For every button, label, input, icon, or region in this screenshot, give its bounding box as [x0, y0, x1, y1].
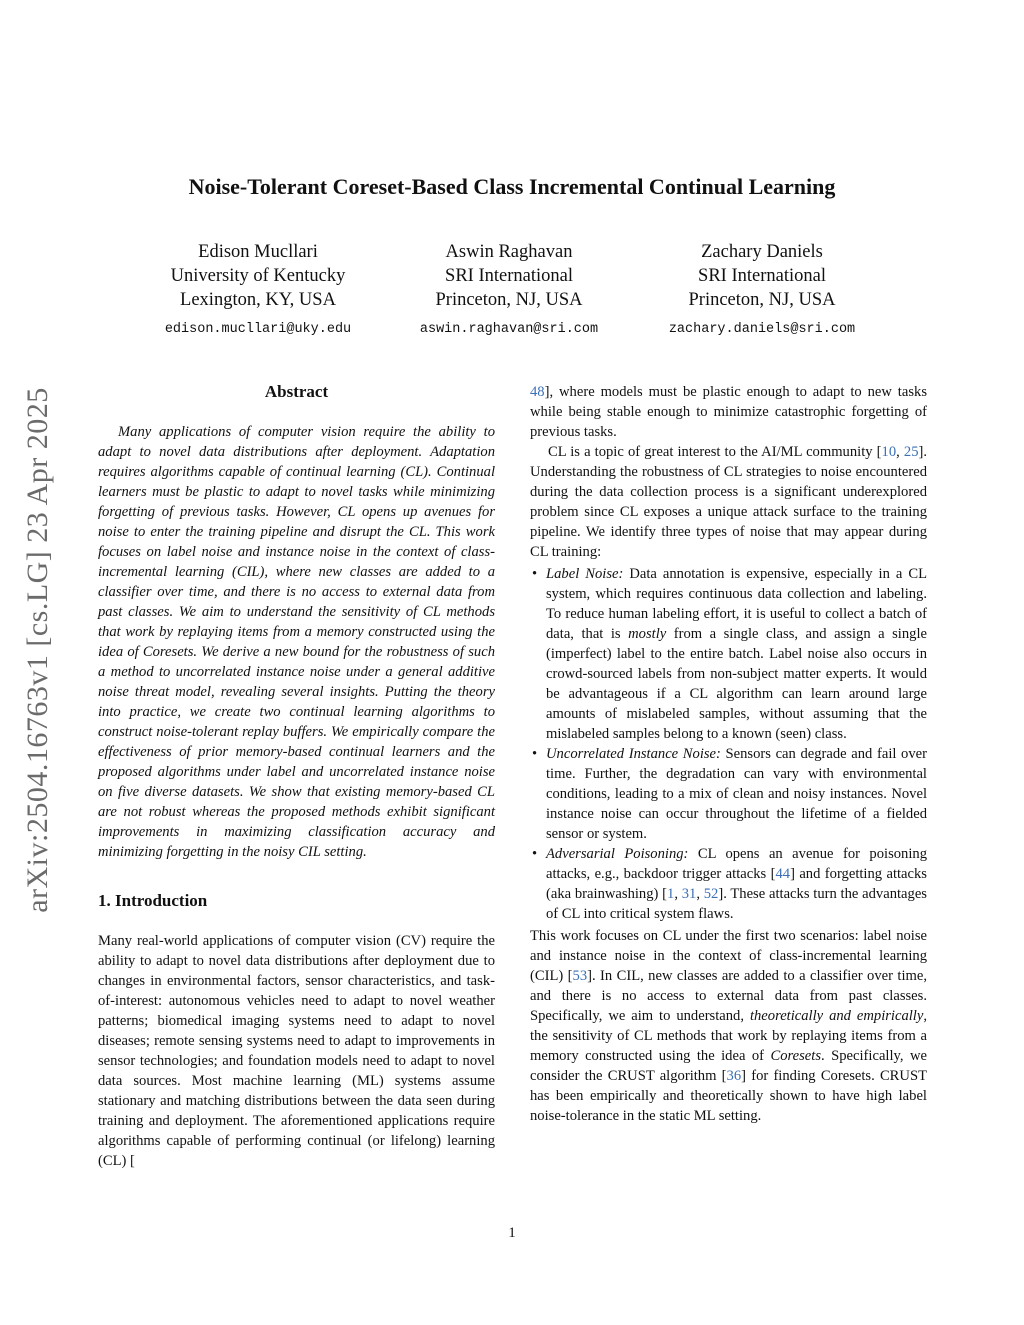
citation-link[interactable]: 25 [903, 444, 919, 460]
intro-paragraph-1-continued: 48], where models must be plastic enough to adapt to new tasks while being stable enough to minimize catastrophic forgetting of previous tasks. [530, 384, 927, 440]
page-number: 1 [508, 1225, 516, 1241]
paper-title: Noise-Tolerant Coreset-Based Class Incremental Continual Learning [188, 174, 836, 199]
author-location: Princeton, NJ, USA [435, 290, 583, 310]
author-location: Princeton, NJ, USA [688, 290, 836, 310]
author-block [128, 240, 388, 342]
left-column [98, 382, 495, 1171]
intro-paragraph-2: CL is a topic of great interest to the AI/ML community [10, 25]. Understanding the robustness of CL strategies to noise encountered during the data collection process is a significant underexplored problem since CL exposes a unique attack surface to the training pipeline. We identify three types of noise that may appear during CL training: [530, 444, 927, 560]
citation-link[interactable]: 53 [572, 968, 588, 984]
citation-link[interactable]: 31 [681, 886, 697, 902]
author-name: Aswin Raghavan [445, 242, 573, 262]
author-block [632, 240, 892, 342]
author-name: Edison Mucllari [198, 242, 318, 262]
author-email: aswin.raghavan@sri.com [419, 322, 599, 337]
author-affiliation: SRI International [445, 266, 573, 286]
intro-paragraph-3: This work focuses on CL under the first two scenarios: label noise and instance noise in the context of class-incremental learning (CIL) [53]. In CIL, new classes are added to a classifier over time, and there is no access to external data from past classes. Specifically, we aim to understand, theoretically and empirically, the sensitivity of CL methods that work by replaying items from a memory constructed using the idea of Coresets. Specifically, we consider the CRUST algorithm [36] for finding Coresets. CRUST has been empirically and theoretically shown to have high label noise-tolerance in the static ML setting. [530, 928, 927, 1124]
arxiv-side-stamp [8, 350, 68, 950]
arxiv-identifier: arXiv:2504.16763v1 [cs.LG] 23 Apr 2025 [21, 387, 54, 913]
citation-link[interactable]: 44 [775, 866, 791, 882]
citation-link[interactable]: 1 [667, 886, 675, 902]
author-affiliation: University of Kentucky [170, 266, 346, 286]
author-affiliation: SRI International [698, 266, 826, 286]
abstract-heading: Abstract [264, 382, 329, 401]
noise-types-list [530, 564, 927, 924]
author-block [379, 240, 639, 342]
citation-link[interactable]: 36 [726, 1068, 742, 1084]
list-item-label-noise: • Label Noise: Data annotation is expensive, especially in a CL system, which requires continuous data collection and labeling. To reduce human labeling effort, it is useful to collect a batch of data, that is mostly from a single class, and assign a single (imperfect) label to the entire batch. Label noise also occurs in crowd-sourced labels from non-subject matter experts. It would be advantageous if a CL algorithm can learn around large amounts of mislabeled samples, without assuming that the mislabeled samples belong to a known (seen) class. [530, 564, 927, 744]
list-item-instance-noise: • Uncorrelated Instance Noise: Sensors can degrade and fail over time. Further, the degradation can vary with environmental conditions, leading to a mix of clean and noisy instances. Novel instance noise can occur throughout the lifetime of a fielded sensor or system. [530, 744, 927, 844]
author-email: edison.mucllari@uky.edu [164, 322, 352, 337]
abstract-text: Many applications of computer vision require the ability to adapt to novel data distributions after deployment. Adaptation requires algorithms capable of continual learning (CL). Continual learners must be plastic to adapt to novel tasks while minimizing forgetting of previous tasks. However, CL opens up avenues for noise to enter the training pipeline and disrupt the CL. This work focuses on label noise and instance noise in the context of class-incremental learning (CIL), where new classes are added to a classifier over time, and there is no access to external data from past classes. We aim to understand the sensitivity of CL methods that work by replaying items from a memory constructed using the idea of Coresets. We derive a new bound for the robustness of such a method to uncorrelated instance noise under a general additive noise threat model, revealing several insights. Putting the theory into practice, we create two continual learning algorithms to construct noise-tolerant replay buffers. We empirically compare the effectiveness of prior memory-based continual learners and the proposed algorithms under label and uncorrelated instance noise on five diverse datasets. We show that existing memory-based CL are not robust whereas the proposed methods exhibit significant improvements in maximizing classification accuracy and minimizing forgetting in the noisy CIL setting. [98, 424, 495, 860]
right-column [530, 382, 927, 1126]
author-email: zachary.daniels@sri.com [668, 322, 856, 337]
citation-link[interactable]: 10 [881, 444, 897, 460]
list-item-adversarial-poisoning: • Adversarial Poisoning: CL opens an avenue for poisoning attacks, e.g., backdoor trigger attacks [44] and forgetting attacks (aka brainwashing) [1, 31, 52]. These attacks turn the advantages of CL into critical system flaws. [530, 844, 927, 924]
introduction-heading: 1. Introduction [98, 891, 208, 910]
intro-paragraph-1: Many real-world applications of computer vision (CV) require the ability to adapt to novel data distributions after deployment due to changes in environmental factors, sensor characteristics, and task-of-interest: autonomous vehicles need to adapt to novel weather patterns; biomedical imaging systems need to adapt to novel diseases; remote sensing systems need to adapt to improvements in sensor technologies; and foundation models need to adapt to novel data sources. Most machine learning (ML) systems assume stationary and matching distributions between the data seen during training and deployment. The aforementioned applications require algorithms capable of performing continual (or lifelong) learning (CL) [ [98, 933, 495, 1169]
citation-link[interactable]: 52 [703, 886, 719, 902]
author-location: Lexington, KY, USA [180, 290, 336, 310]
author-name: Zachary Daniels [701, 242, 823, 262]
citation-link[interactable]: 48 [530, 384, 545, 400]
